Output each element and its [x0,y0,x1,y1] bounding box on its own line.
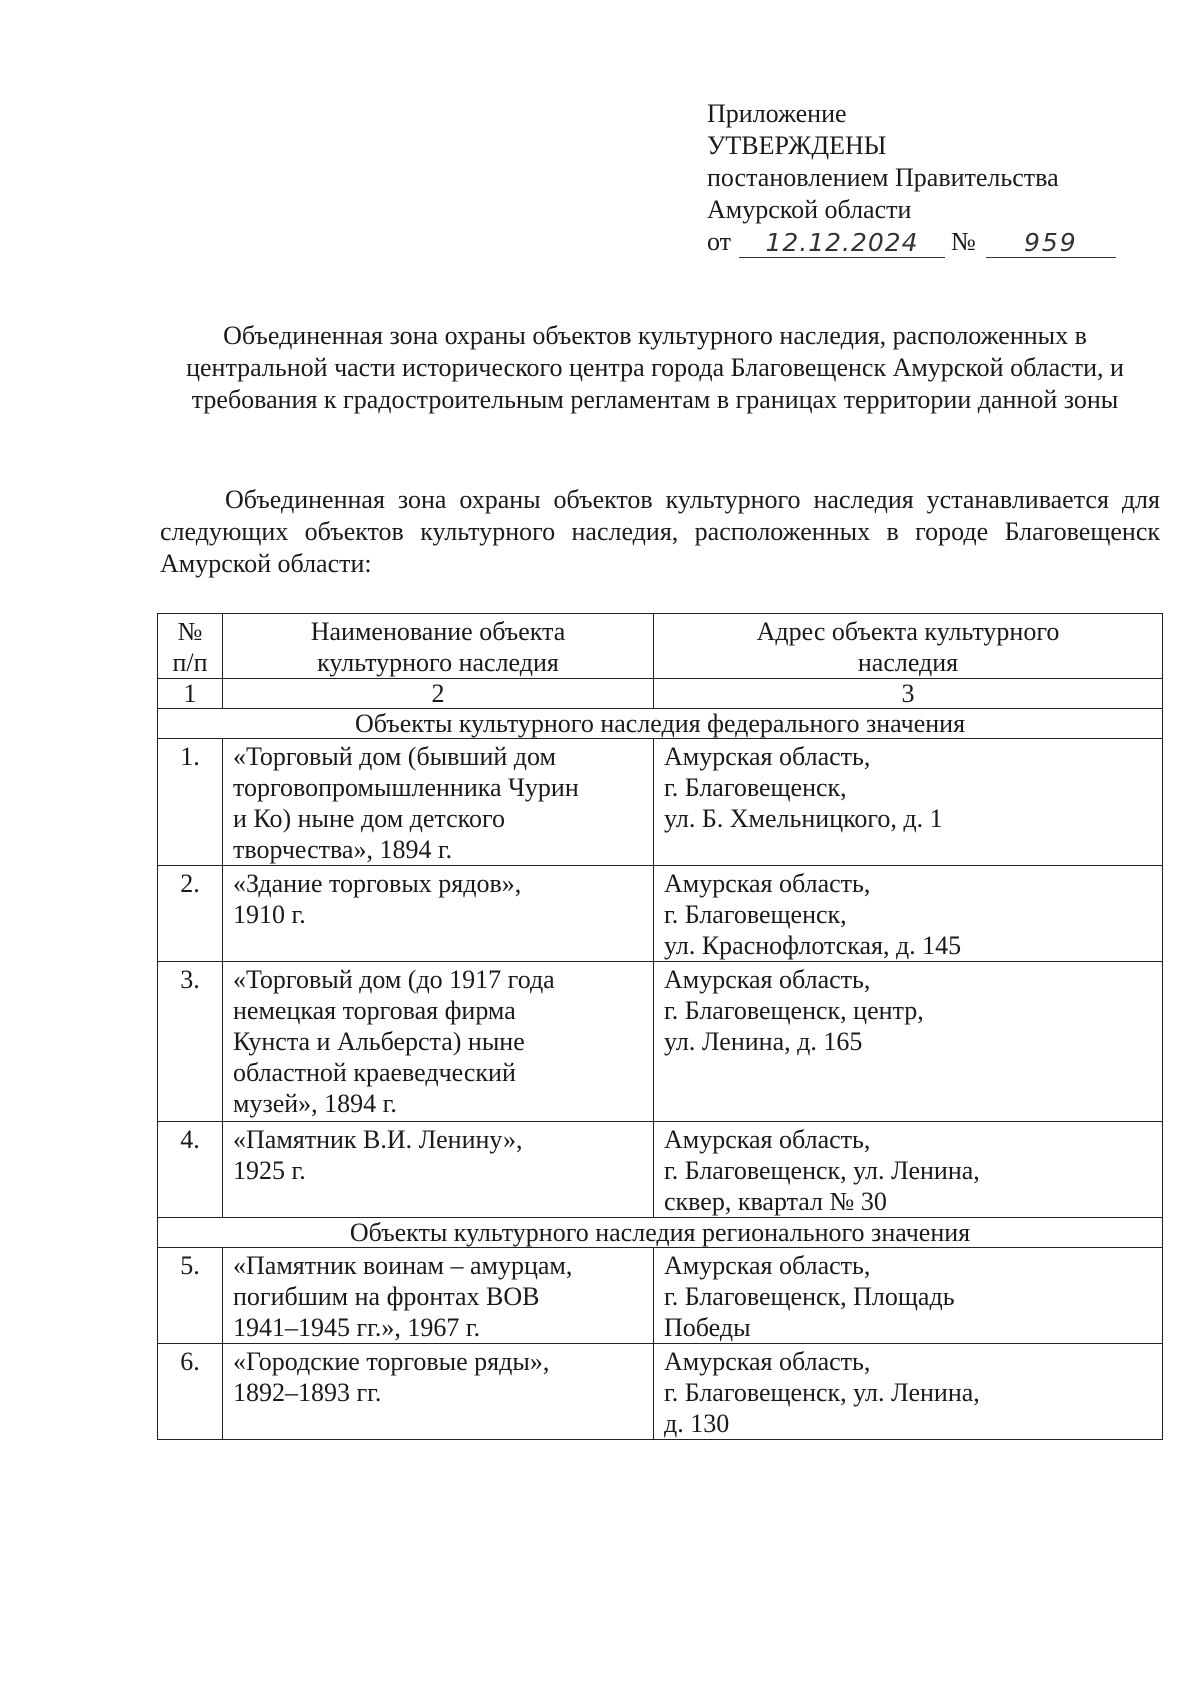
header-address: Адрес объекта культурного наследия [654,614,1163,679]
row-address: Амурская область, г. Благовещенск, центр, ул. Ленина, д. 165 [654,962,1163,1122]
approved-label: УТВЕРЖДЕНЫ [707,131,887,160]
approval-block [707,98,1147,258]
handwritten-number: 959 [986,229,1116,258]
row-address: Амурская область, г. Благовещенск, ул. Ленина, д. 130 [654,1344,1163,1440]
row-address: Амурская область, г. Благовещенск, ул. Б. Хмельницкого, д. 1 [654,739,1163,866]
table-row [158,866,1163,962]
row-address: Амурская область, г. Благовещенск, Площадь Победы [654,1248,1163,1344]
table-header-row [158,614,1163,679]
row-name: «Здание торговых рядов», 1910 г. [223,866,654,962]
column-index: 1 [158,679,223,709]
row-num: 2. [158,866,223,962]
appendix-label: Приложение [707,99,847,128]
row-num: 6. [158,1344,223,1440]
column-index: 3 [654,679,1163,709]
row-name: «Городские торговые ряды», 1892–1893 гг. [223,1344,654,1440]
table-row [158,1248,1163,1344]
region-label: Амурской области [707,195,912,224]
row-name: «Торговый дом (до 1917 года немецкая торговая фирма Кунста и Альберста) ныне областной краеведческий музей», 1894 г. [223,962,654,1122]
column-index: 2 [223,679,654,709]
section-regional-label: Объекты культурного наследия регионального значения [158,1218,1163,1248]
table-row [158,1344,1163,1440]
table-row [158,739,1163,866]
date-prefix: от [707,227,732,256]
row-address: Амурская область, г. Благовещенск, ул. Краснофлотская, д. 145 [654,866,1163,962]
row-num: 1. [158,739,223,866]
intro-paragraph: Объединенная зона охраны объектов культурного наследия устанавливается для следующих объектов культурного наследия, расположенных в городе Благовещенск Амурской области: [160,485,1160,578]
resolution-label: постановлением Правительства [707,163,1059,192]
column-index-row [158,679,1163,709]
table-row [158,962,1163,1122]
row-name: «Памятник В.И. Ленину», 1925 г. [223,1122,654,1218]
row-num: 4. [158,1122,223,1218]
row-name: «Торговый дом (бывший дом торговопромышленника Чурин и Ко) ныне дом детского творчества», 1894 г. [223,739,654,866]
section-regional-row [158,1218,1163,1248]
row-num: 5. [158,1248,223,1344]
section-federal-row [158,709,1163,739]
section-federal-label: Объекты культурного наследия федерального значения [158,709,1163,739]
heritage-objects-table [157,613,1163,1440]
row-address: Амурская область, г. Благовещенск, ул. Ленина, сквер, квартал № 30 [654,1122,1163,1218]
row-num: 3. [158,962,223,1122]
table-row [158,1122,1163,1218]
handwritten-date: 12.12.2024 [739,229,945,258]
date-number-line [707,226,1147,258]
header-name: Наименование объекта культурного наследия [223,614,654,679]
row-name: «Памятник воинам – амурцам, погибшим на фронтах ВОВ 1941–1945 гг.», 1967 г. [223,1248,654,1344]
document-title: Объединенная зона охраны объектов культурного наследия, расположенных в центральной части исторического центра города Благовещенск Амурской области, и требования к градостроительным регламентам в границах территории данной зоны [186,321,1124,414]
header-num: № п/п [158,614,223,679]
number-label: № [951,227,976,256]
